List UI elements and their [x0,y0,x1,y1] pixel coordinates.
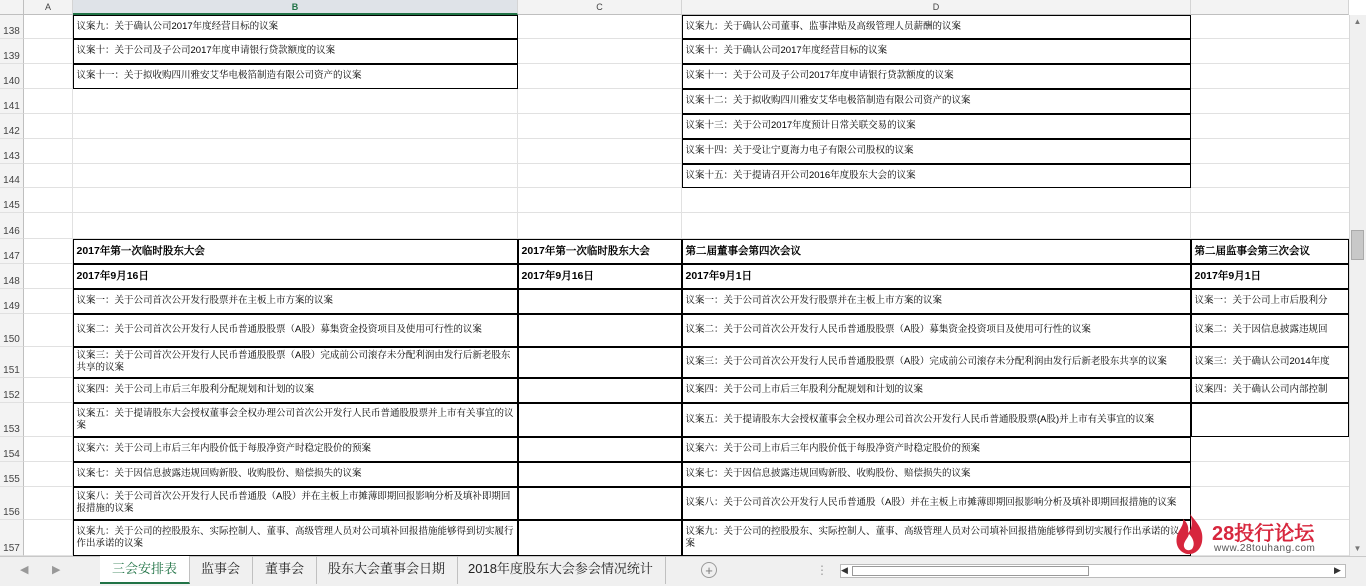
cell-d141[interactable]: 议案十二：关于拟收购四川雅安艾华电极箔制造有限公司资产的议案 [682,89,1191,114]
add-sheet-icon[interactable]: + [701,562,717,578]
flame-logo-icon [1170,512,1210,556]
cell-d144[interactable]: 议案十五：关于提请召开公司2016年度股东大会的议案 [682,164,1191,188]
column-header-e[interactable] [1191,0,1349,15]
sheet-tab-4[interactable]: 2018年度股东大会参会情况统计 [456,556,666,584]
row-header-157[interactable]: 157 [0,520,24,556]
cell-d150[interactable]: 议案二：关于公司首次公开发行人民币普通股股票（A股）募集资金投资项目及使用可行性的议案 [682,314,1191,347]
cell-d148-meeting-date[interactable]: 2017年9月1日 [682,264,1191,289]
cell-d142[interactable]: 议案十三：关于公司2017年度预计日常关联交易的议案 [682,114,1191,139]
hscroll-right-arrow-icon[interactable]: ▶ [1334,565,1341,575]
cell-c154[interactable] [518,437,682,462]
row-header-138[interactable]: 138 [0,15,24,39]
row-header-150[interactable]: 150 [0,314,24,347]
sheet-tab-2[interactable]: 董事会 [253,556,317,584]
sheet-tab-0[interactable]: 三会安排表 [100,556,190,584]
sheet-tab-3[interactable]: 股东大会董事会日期 [316,556,458,584]
row-header-153[interactable]: 153 [0,403,24,437]
cell-e153[interactable] [1191,403,1349,437]
cell-d143[interactable]: 议案十四：关于受让宁夏海力电子有限公司股权的议案 [682,139,1191,164]
scroll-down-arrow-icon[interactable]: ▼ [1353,544,1362,553]
cell-c155[interactable] [518,462,682,487]
cell-d154[interactable]: 议案六：关于公司上市后三年内股价低于每股净资产时稳定股价的预案 [682,437,1191,462]
row-header-144[interactable]: 144 [0,164,24,188]
cell-c149[interactable] [518,289,682,314]
column-header-c[interactable]: C [518,0,682,15]
split-handle-icon[interactable]: ⋮ [816,563,828,577]
cell-b155[interactable]: 议案七：关于因信息披露违规回购新股、收购股份、赔偿损失的议案 [73,462,518,487]
scroll-up-arrow-icon[interactable]: ▲ [1353,17,1362,26]
cell-b139[interactable]: 议案十：关于公司及子公司2017年度申请银行贷款额度的议案 [73,39,518,64]
select-all-corner[interactable] [0,0,24,15]
tab-scroll-left-icon[interactable]: ◀ [20,564,29,576]
column-header-b[interactable]: B [73,0,518,15]
cell-d138[interactable]: 议案九：关于确认公司董事、监事津贴及高级管理人员薪酬的议案 [682,15,1191,39]
cell-d151[interactable]: 议案三：关于公司首次公开发行人民币普通股股票（A股）完成前公司滚存未分配利润由发行后新老股东共享的议案 [682,347,1191,378]
hscroll-left-arrow-icon[interactable]: ◀ [841,565,848,575]
cell-c156[interactable] [518,487,682,520]
row-header-140[interactable]: 140 [0,64,24,89]
cell-b140[interactable]: 议案十一：关于拟收购四川雅安艾华电极箔制造有限公司资产的议案 [73,64,518,89]
cell-d156[interactable]: 议案八：关于公司首次公开发行人民币普通股（A股）并在主板上市摊薄即期回报影响分析及填补即期回报措施的议案 [682,487,1191,520]
row-header-151[interactable]: 151 [0,347,24,378]
row-header-149[interactable]: 149 [0,289,24,314]
cell-b156[interactable]: 议案八：关于公司首次公开发行人民币普通股（A股）并在主板上市摊薄即期回报影响分析及填补即期回报措施的议案 [73,487,518,520]
cell-b138[interactable]: 议案九：关于确认公司2017年度经营目标的议案 [73,15,518,39]
cell-b152[interactable]: 议案四：关于公司上市后三年股利分配规划和计划的议案 [73,378,518,403]
row-header-141[interactable]: 141 [0,89,24,114]
cell-d147-meeting-title[interactable]: 第二届董事会第四次会议 [682,239,1191,264]
vertical-scrollbar[interactable] [1349,15,1366,556]
cell-c151[interactable] [518,347,682,378]
cell-b149[interactable]: 议案一：关于公司首次公开发行股票并在主板上市方案的议案 [73,289,518,314]
row-header-142[interactable]: 142 [0,114,24,139]
row-header-154[interactable]: 154 [0,437,24,462]
row-header-147[interactable]: 147 [0,239,24,264]
cell-b153[interactable]: 议案五：关于提请股东大会授权董事会全权办理公司首次公开发行人民币普通股股票并上市有关事宜的议案 [73,403,518,437]
cell-c147-meeting-title[interactable]: 2017年第一次临时股东大会 [518,239,682,264]
horizontal-scroll-thumb[interactable] [852,566,1089,576]
row-header-148[interactable]: 148 [0,264,24,289]
cell-e150[interactable]: 议案二：关于因信息披露违规回 [1191,314,1349,347]
row-header-155[interactable]: 155 [0,462,24,487]
cell-c153[interactable] [518,403,682,437]
cell-d157[interactable]: 议案九：关于公司的控股股东、实际控制人、董事、高级管理人员对公司填补回报措施能够得到切实履行作出承诺的议案 [682,520,1191,556]
row-header-145[interactable]: 145 [0,188,24,213]
cell-c152[interactable] [518,378,682,403]
cell-b151[interactable]: 议案三：关于公司首次公开发行人民币普通股股票（A股）完成前公司滚存未分配利润由发行后新老股东共享的议案 [73,347,518,378]
cell-e149[interactable]: 议案一：关于公司上市后股利分 [1191,289,1349,314]
tab-scroll-right-icon[interactable]: ▶ [52,564,61,576]
cell-d140[interactable]: 议案十一：关于公司及子公司2017年度申请银行贷款额度的议案 [682,64,1191,89]
cell-e152[interactable]: 议案四：关于确认公司内部控制 [1191,378,1349,403]
row-header-139[interactable]: 139 [0,39,24,64]
cell-d153[interactable]: 议案五：关于提请股东大会授权董事会全权办理公司首次公开发行人民币普通股股票(A股)并上市有关事宜的议案 [682,403,1191,437]
cell-b147-meeting-title[interactable]: 2017年第一次临时股东大会 [73,239,518,264]
gridline [24,212,1349,213]
cell-b148-meeting-date[interactable]: 2017年9月16日 [73,264,518,289]
cell-c148-meeting-date[interactable]: 2017年9月16日 [518,264,682,289]
cell-c150[interactable] [518,314,682,347]
cell-d149[interactable]: 议案一：关于公司首次公开发行股票并在主板上市方案的议案 [682,289,1191,314]
cell-d139[interactable]: 议案十：关于确认公司2017年度经营目标的议案 [682,39,1191,64]
cell-b150[interactable]: 议案二：关于公司首次公开发行人民币普通股股票（A股）募集资金投资项目及使用可行性的议案 [73,314,518,347]
row-header-143[interactable]: 143 [0,139,24,164]
cell-d155[interactable]: 议案七：关于因信息披露违规回购新股、收购股份、赔偿损失的议案 [682,462,1191,487]
cell-e151[interactable]: 议案三：关于确认公司2014年度 [1191,347,1349,378]
forum-watermark [1170,512,1340,556]
column-header-d[interactable]: D [682,0,1191,15]
cell-c157[interactable] [518,520,682,556]
watermark-url: www.28touhang.com [1214,543,1316,554]
row-header-152[interactable]: 152 [0,378,24,403]
cell-e148-meeting-date[interactable]: 2017年9月1日 [1191,264,1349,289]
row-header-156[interactable]: 156 [0,487,24,520]
watermark-brand: 28投行论坛 [1212,523,1315,545]
cell-b157[interactable]: 议案九：关于公司的控股股东、实际控制人、董事、高级管理人员对公司填补回报措施能够得到切实履行作出承诺的议案 [73,520,518,556]
vertical-scroll-thumb[interactable] [1351,230,1364,260]
row-header-146[interactable]: 146 [0,213,24,239]
cell-d152[interactable]: 议案四：关于公司上市后三年股利分配规划和计划的议案 [682,378,1191,403]
column-header-a[interactable]: A [24,0,73,15]
cell-e147-meeting-title[interactable]: 第二届监事会第三次会议 [1191,239,1349,264]
sheet-tab-1[interactable]: 监事会 [189,556,253,584]
cell-b154[interactable]: 议案六：关于公司上市后三年内股价低于每股净资产时稳定股价的预案 [73,437,518,462]
